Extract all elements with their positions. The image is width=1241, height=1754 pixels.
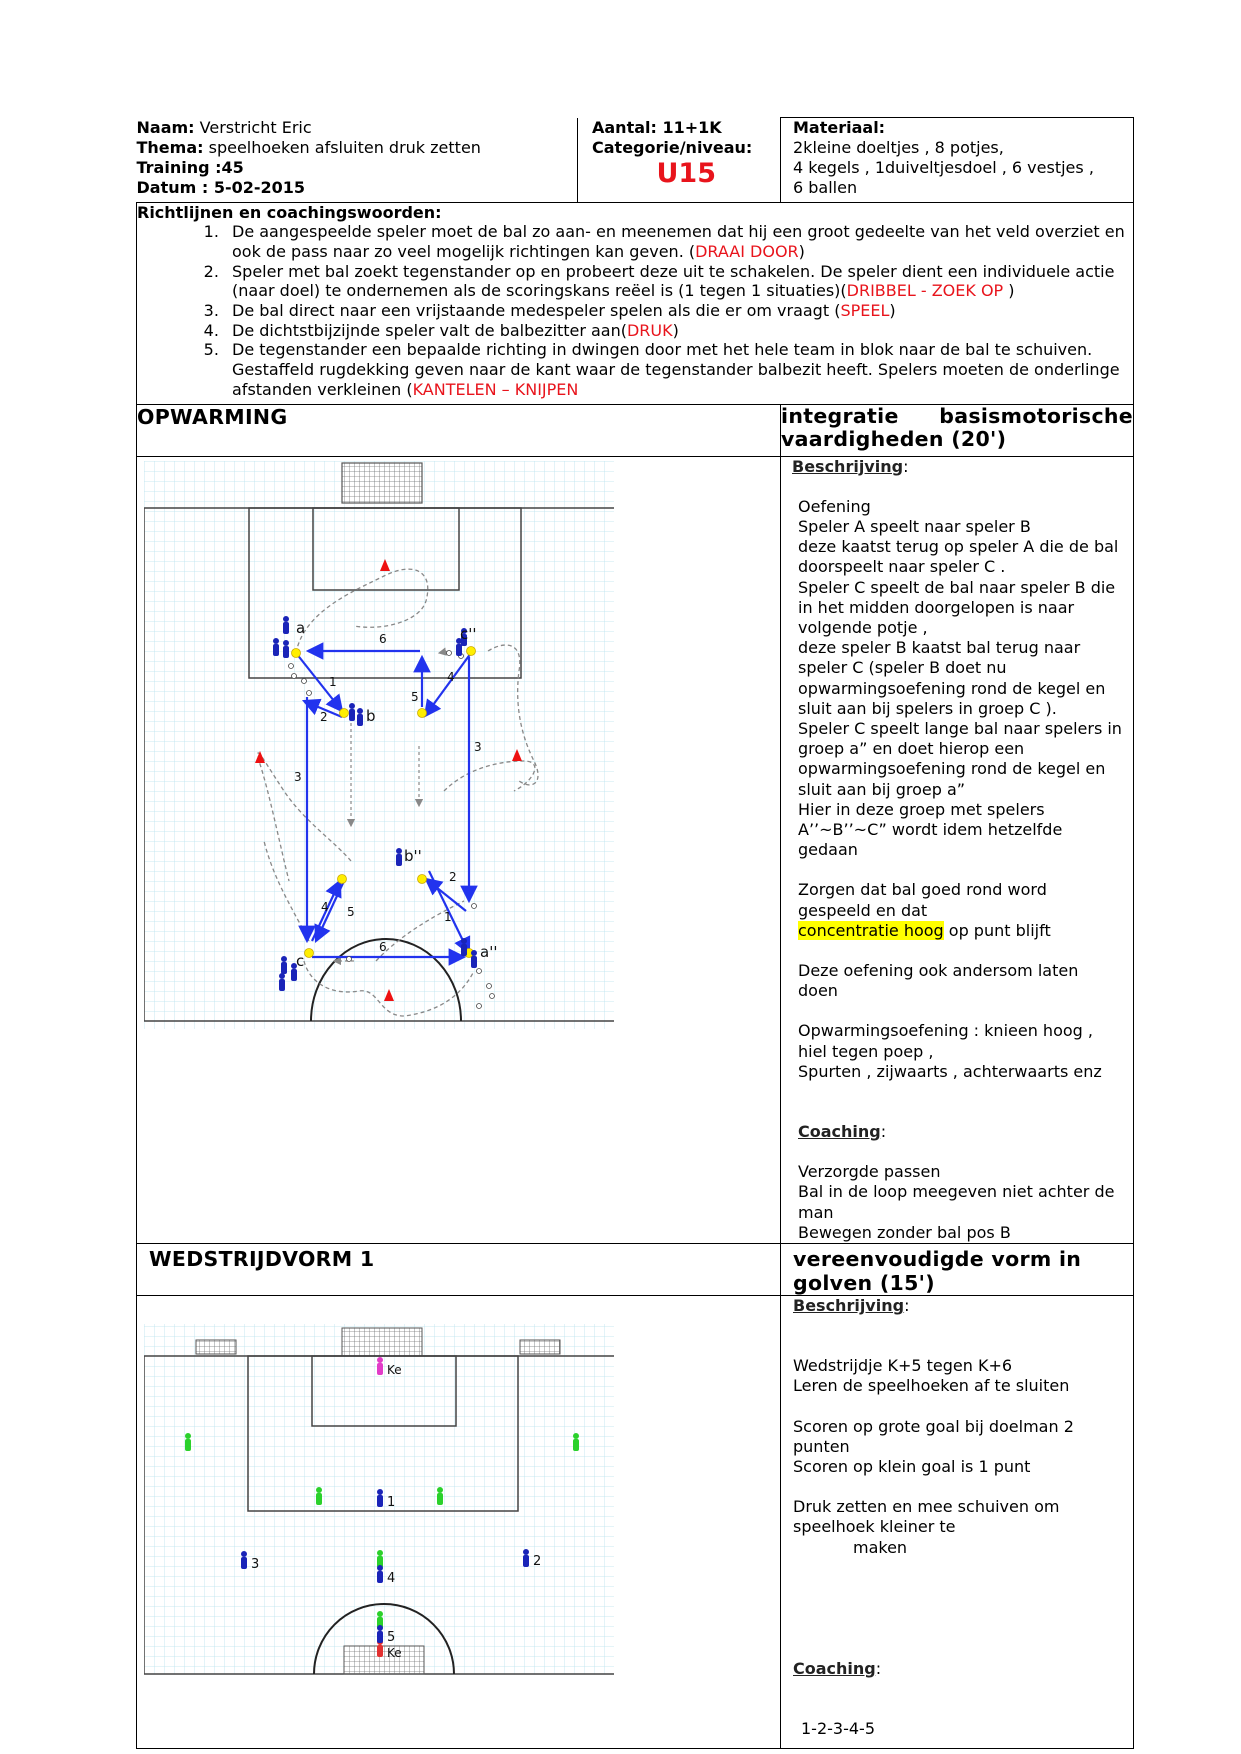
description-line: Scoren op grote goal bij doelman 2 punten	[793, 1416, 1074, 1456]
small-goal	[196, 1340, 236, 1354]
highlighted-text: concentratie hoog	[798, 920, 944, 940]
beschrijving-label: Beschrijving	[793, 1296, 905, 1315]
wedstrijdvorm-description: Beschrijving: Wedstrijdje K+5 tegen K+6 Leren de speelhoeken af te sluiten Scoren op grote goal bij doelman 2 punten Scoren op klein goal is 1 punt Druk zetten en mee schuiven om speelhoek kleiner te maken Coaching: 1-2-3-4-5	[781, 1296, 1134, 1749]
coaching-keyword: DRUK	[626, 320, 673, 340]
pass-number: 5	[347, 904, 355, 919]
description-line: Wedstrijdje K+5 tegen K+6	[793, 1356, 1013, 1376]
player-label: b	[366, 706, 376, 725]
player-label: b''	[404, 846, 422, 865]
coaching-keyword: DRIBBEL - ZOEK OP	[846, 281, 1004, 301]
goal-bottom	[344, 1646, 424, 1674]
materiaal-label: Materiaal:	[793, 118, 886, 137]
goal-top	[342, 1328, 422, 1356]
datum: Datum : 5-02-2015	[136, 177, 306, 197]
description-line: maken	[853, 1537, 908, 1557]
opwarming-title: OPWARMING	[137, 404, 781, 456]
pass-number: 6	[379, 631, 387, 646]
pass-number: 4	[447, 669, 455, 684]
marker-potje	[292, 648, 301, 657]
pass-number: 1	[444, 909, 452, 924]
description-line: concentratie hoog op punt blijft	[798, 920, 1051, 940]
player-number: 5	[387, 1630, 396, 1645]
description-line: Speler C speelt lange bal naar spelers in groep a” en doet hierop een opwarmingsoefening rond de kegel en sluit aan bij groep a”	[798, 718, 1122, 799]
pass-number: 4	[321, 899, 329, 914]
coaching-line: 1-2-3-4-5	[801, 1719, 875, 1739]
richtlijnen-list	[137, 222, 1133, 399]
beschrijving-label: Beschrijving	[792, 456, 904, 476]
description-line: Opwarmingsoefening : knieen hoog , hiel tegen poep ,	[798, 1021, 1093, 1061]
description-line: Spurten , zijwaarts , achterwaarts enz	[798, 1061, 1102, 1081]
player-number: 3	[251, 1557, 260, 1572]
categorie-label: Categorie/niveau:	[592, 137, 753, 157]
wedstrijdvorm-title: WEDSTRIJDVORM 1	[137, 1244, 781, 1296]
training-sheet	[136, 117, 1133, 1749]
coaching-line: Verzorgde passen	[798, 1162, 941, 1182]
wedstrijdvorm-pitch-diagram	[144, 1296, 614, 1676]
description-line: Deze oefening ook andersom laten doen	[798, 960, 1079, 1001]
small-goal	[520, 1340, 560, 1354]
opwarming-description: Beschrijving: Oefening Speler A speelt naar speler B deze kaatst terug op speler A die de bal doorspeelt naar speler C . Speler C speelt de bal naar speler B die in het midden doorgelopen is naar volgende potje , deze speler B kaatst bal terug naar speler C (speler B doet nu opwarmingsoefening rond de kegel en sluit aan bij spelers in groep C ). Speler C speelt lange bal naar spelers in groep a” en doet hierop een opwarmingsoefening rond de kegel en sluit aan bij groep a” Hier in deze groep met spelers A’’~B’’~C” wordt idem hetzelfde gedaan Zorgen dat bal goed rond word gespeeld en dat concentratie hoog op punt blijft Deze oefening ook andersom laten doen Opwarmingsoefening : knieen hoog , hiel tegen poep , Spurten , zijwaarts , achterwaarts enz Coaching: Verzorgde passen Bal in de loop meegeven niet achter de man Bewegen zonder bal pos B	[781, 456, 1134, 1244]
wedstrijdvorm-subtitle: vereenvoudigde vorm in golven (15')	[781, 1244, 1134, 1296]
player-number: 2	[533, 1554, 542, 1569]
description-line: Speler A speelt naar speler B	[798, 516, 1031, 536]
description-line: Hier in deze groep met spelers A’’~B’’~C” wordt idem hetzelfde gedaan	[798, 799, 1063, 860]
coaching-label: Coaching	[793, 1658, 876, 1678]
opwarming-subtitle: integratie basismotorische vaardigheden (20')	[781, 404, 1134, 456]
wedstrijdvorm-diagram-cell	[137, 1296, 781, 1749]
coaching-keyword: DRAAI DOOR	[695, 241, 799, 261]
richtlijnen-title: Richtlijnen en coachingswoorden:	[137, 202, 442, 222]
pass-number: 3	[294, 769, 302, 784]
training-table	[136, 117, 1134, 1749]
list-item: 2. Speler met bal zoekt tegenstander op en probeert deze uit te schakelen. De speler dient een individuele actie (naar doel) te ondernemen als de scoringskans reëel is (1 tegen 1 situaties)(DRIBBEL - ZOEK OP )	[224, 262, 1133, 301]
keeper-top	[377, 1357, 383, 1375]
materiaal-line: 4 kegels , 1duiveltjesdoel , 6 vestjes ,	[793, 158, 1094, 177]
richtlijnen-section	[137, 202, 1134, 404]
coaching-keyword: KANTELEN – KNIJPEN	[412, 379, 579, 399]
description-line: Speler C speelt de bal naar speler B die in het midden doorgelopen is naar volgende potje ,	[798, 577, 1116, 637]
header-left	[137, 118, 578, 202]
materiaal-line: 2kleine doeltjes , 8 potjes,	[793, 138, 1004, 157]
description-line: Druk zetten en mee schuiven om speelhoek kleiner te	[793, 1497, 1060, 1537]
keeper-label: Ke	[387, 1646, 402, 1660]
player-label: c''	[460, 624, 477, 643]
player-label: a''	[480, 942, 498, 961]
pass-number: 3	[474, 739, 482, 754]
description-line: Zorgen dat bal goed rond word gespeeld en dat	[798, 880, 1047, 920]
pass-number: 2	[449, 869, 457, 884]
goal-top	[342, 463, 422, 503]
thema-label: Thema:	[136, 137, 204, 157]
opwarming-pitch-diagram	[144, 461, 614, 1029]
materiaal-line: 6 ballen	[793, 178, 858, 197]
description-line: deze speler B kaatst bal terug naar speler C (speler B doet nu opwarmingsoefening rond de kegel en sluit aan bij spelers in groep C ).	[798, 638, 1106, 718]
description-line: Oefening	[798, 496, 871, 516]
coaching-line: Bewegen zonder bal pos B	[798, 1222, 1011, 1242]
keeper-label: Ke	[387, 1363, 402, 1377]
pass-number: 1	[329, 674, 337, 689]
pass-number: 2	[320, 709, 328, 724]
aantal: Aantal: 11+1K	[592, 117, 722, 137]
niveau-value: U15	[656, 157, 716, 189]
coaching-keyword: SPEEL	[840, 301, 890, 321]
naam-value: Verstricht Eric	[194, 117, 312, 137]
training-number: Training :45	[136, 157, 244, 177]
list-item: 5. De tegenstander een bepaalde richting in dwingen door met het hele team in blok naar de bal te schuiven. Gestaffeld rugdekking geven naar de kant waar de tegenstander balbezit heeft. Spelers moeten de onderlinge afstanden verkleinen (KANTELEN – KNIJPEN	[224, 340, 1133, 399]
list-item: 4. De dichtstbijzijnde speler valt de balbezitter aan(DRUK)	[224, 321, 1133, 341]
list-item: 1. De aangespeelde speler moet de bal zo aan- en meenemen dat hij een groot gedeelte van het veld overziet en ook de pass naar zo veel mogelijk richtingen kan geven. (DRAAI DOOR)	[224, 222, 1133, 261]
coaching-label: Coaching	[798, 1121, 881, 1141]
list-item: 3. De bal direct naar een vrijstaande medespeler spelen als die er om vraagt (SPEEL)	[224, 301, 1133, 321]
player-label: a	[296, 618, 306, 637]
player-number: 4	[387, 1571, 396, 1586]
player-label: c	[296, 951, 305, 970]
pass-number: 6	[379, 939, 387, 954]
header-middle	[578, 118, 781, 202]
player-number: 1	[387, 1495, 396, 1510]
coaching-line: Bal in de loop meegeven niet achter de man	[798, 1182, 1115, 1222]
thema-value: speelhoeken afsluiten druk zetten	[203, 137, 481, 157]
opwarming-diagram-cell	[137, 456, 781, 1244]
player	[283, 616, 289, 634]
description-line: Leren de speelhoeken af te sluiten	[793, 1376, 1070, 1396]
pass-number: 5	[411, 689, 419, 704]
description-line: deze kaatst terug op speler A die de bal doorspeelt naar speler C .	[798, 537, 1119, 577]
naam-label: Naam:	[136, 117, 195, 137]
header-right	[781, 118, 1134, 203]
description-line: Scoren op klein goal is 1 punt	[793, 1457, 1031, 1477]
